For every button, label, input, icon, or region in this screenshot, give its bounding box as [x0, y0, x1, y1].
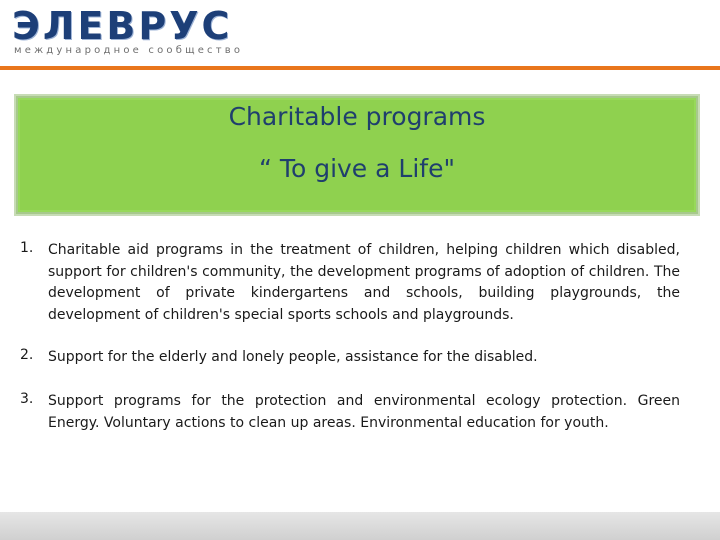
- list-item-number: 2.: [20, 347, 34, 363]
- footer-band: [0, 512, 720, 540]
- banner-title: Charitable programs: [228, 102, 486, 131]
- list-item: [20, 391, 680, 434]
- list-item-number: 1.: [20, 240, 34, 256]
- list-item-text: Support for the elderly and lonely people, assistance for the disabled.: [48, 349, 538, 365]
- list-item-text: Charitable aid programs in the treatment of children, helping children which disabled, support for children's community, the development programs of adoption of children. The development of private kindergartens and schools, building playgrounds, the development of children's special sports schools and playgrounds.: [48, 242, 680, 323]
- logo-subtitle: международное сообщество: [14, 45, 244, 56]
- logo: [12, 4, 243, 56]
- list-item: [20, 347, 680, 369]
- list-item: [20, 240, 680, 326]
- title-banner: [16, 96, 698, 214]
- banner-subtitle: “ To give a Life": [259, 154, 455, 183]
- orange-divider: [0, 66, 720, 70]
- list-item-number: 3.: [20, 391, 34, 407]
- logo-title: ЭЛЕВРУС: [12, 4, 233, 48]
- list-item-text: Support programs for the protection and environmental ecology protection. Green Energy. Voluntary actions to clean up areas. Environmental education for youth.: [48, 393, 680, 431]
